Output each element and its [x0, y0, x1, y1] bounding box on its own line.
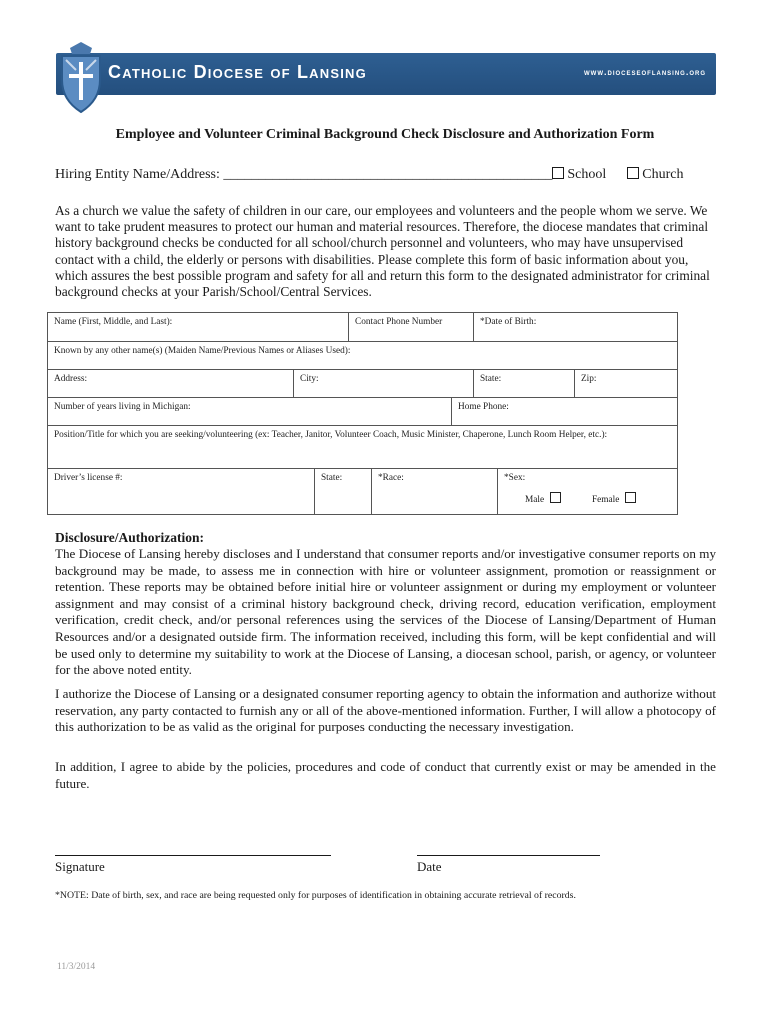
- form-title: Employee and Volunteer Criminal Background Check Disclosure and Authorization Form: [115, 127, 655, 142]
- home-phone-field[interactable]: [451, 397, 678, 426]
- sex-label: *Sex:: [504, 473, 526, 483]
- intro-paragraph: As a church we value the safety of children in our care, our employees and volunteers and the people whom we serve. We want to take prudent measures to protect our human and material resources. Therefore, the diocese mandates that criminal history background checks be conducted for all school/church personnel and volunteers, who may have unsupervised contact with a child, the elderly or persons with disabilities. Please complete this form of basic information about you, which assures the best possible program and safety for all and return this form to the designated administrator for criminal background checks at your Parish/School/Central Services.: [55, 203, 710, 300]
- org-name: Catholic Diocese of Lansing: [108, 62, 367, 82]
- male-label: Male: [525, 495, 545, 505]
- position-field[interactable]: [47, 425, 678, 469]
- contact-phone-field[interactable]: [348, 312, 474, 342]
- header-banner: [56, 53, 716, 95]
- other-names-label: Known by any other name(s) (Maiden Name/Previous Names or Aliases Used):: [54, 346, 351, 356]
- dl-state-label: State:: [321, 473, 343, 483]
- state-field[interactable]: [473, 369, 575, 398]
- state-label: State:: [480, 374, 502, 384]
- race-label: *Race:: [378, 473, 404, 483]
- city-label: City:: [300, 374, 319, 384]
- city-field[interactable]: [293, 369, 474, 398]
- home-phone-label: Home Phone:: [458, 402, 509, 412]
- school-checkbox[interactable]: [552, 167, 564, 179]
- drivers-license-label: Driver’s license #:: [54, 473, 123, 483]
- school-label: School: [567, 167, 607, 182]
- hiring-entity-row: [55, 167, 683, 183]
- address-label: Address:: [54, 374, 88, 384]
- disclosure-paragraph-2: I authorize the Diocese of Lansing or a designated consumer reporting agency to obtain the information and authorize without reservation, any party contacted to furnish any or all of the above-mentioned information. Further, I will allow a photocopy of this authorization to be as valid as the original for purposes conducting the necessary investigation.: [55, 686, 716, 735]
- hiring-entity-label: Hiring Entity Name/Address:: [55, 167, 220, 182]
- disclosure-paragraph-1: The Diocese of Lansing hereby discloses and I understand that consumer reports and/or investigative consumer reports on my background may be made, to assess me in connection with hire or volunteer assignment, promotion or reassignment or retention. These reports may be obtained before initial hire or volunteer assignment or during my employment or volunteer assignment and may consist of a criminal history background check, driving record, education verification, employment verification, credit check, and/or personal references using the services of the Diocese of Lansing/Department of Human Resources and/or a designated outside firm. The information received, including this form, will be kept confidential and will be used only to determine my suitability to work at the Diocese of Lansing, a diocesan school, parish, or agency, or volunteer for the above noted entity.: [55, 546, 716, 678]
- dob-field[interactable]: [473, 312, 678, 342]
- years-michigan-label: Number of years living in Michigan:: [54, 402, 191, 412]
- position-label: Position/Title for which you are seeking/volunteering (ex: Teacher, Janitor, Volunteer Coach, Music Minister, Chaperone, Lunch Room Helper, etc.):: [54, 430, 608, 440]
- revision-date: 11/3/2014: [57, 962, 96, 972]
- hiring-entity-field[interactable]: _______________________________________________: [223, 167, 553, 182]
- signature-line[interactable]: [55, 855, 331, 856]
- diocese-seal-icon: [52, 40, 110, 114]
- drivers-license-field[interactable]: [47, 468, 315, 515]
- signature-label: Signature: [55, 859, 105, 874]
- years-michigan-field[interactable]: [47, 397, 452, 426]
- other-names-field[interactable]: [47, 341, 678, 370]
- disclosure-paragraph-3: In addition, I agree to abide by the policies, procedures and code of conduct that currently exist or may be amended in the future.: [55, 759, 716, 791]
- disclosure-heading: Disclosure/Authorization:: [55, 530, 204, 545]
- identification-note: *NOTE: Date of birth, sex, and race are being requested only for purposes of identification in obtaining accurate retrieval of records.: [55, 890, 576, 901]
- female-label: Female: [592, 495, 620, 505]
- dob-label: *Date of Birth:: [480, 317, 537, 327]
- church-checkbox[interactable]: [627, 167, 639, 179]
- male-option: [525, 492, 561, 505]
- church-label: Church: [642, 167, 684, 182]
- zip-field[interactable]: [574, 369, 678, 398]
- race-field[interactable]: [371, 468, 498, 515]
- name-label: Name (First, Middle, and Last):: [54, 317, 173, 327]
- contact-phone-label: Contact Phone Number: [355, 317, 443, 327]
- male-checkbox[interactable]: [550, 492, 561, 503]
- name-field[interactable]: [47, 312, 349, 342]
- date-label: Date: [417, 859, 442, 874]
- zip-label: Zip:: [581, 374, 597, 384]
- female-option: [592, 492, 636, 505]
- date-line[interactable]: [417, 855, 600, 856]
- website-link[interactable]: www.dioceseoflansing.org: [584, 67, 706, 77]
- dl-state-field[interactable]: [314, 468, 372, 515]
- female-checkbox[interactable]: [625, 492, 636, 503]
- address-field[interactable]: [47, 369, 294, 398]
